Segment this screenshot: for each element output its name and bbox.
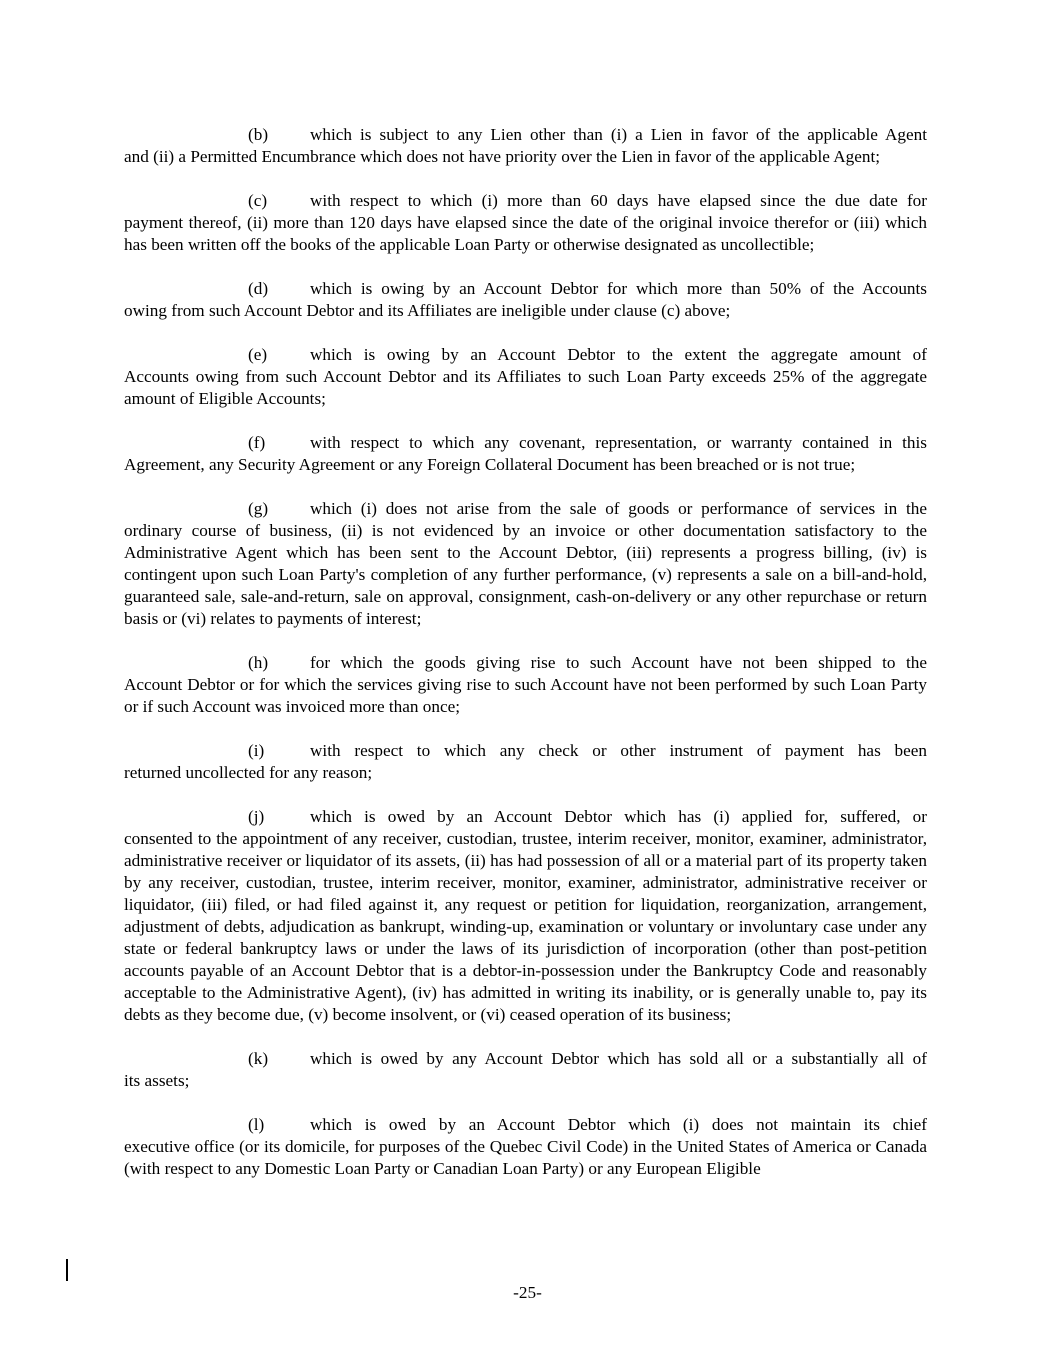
clause-h <box>124 652 927 718</box>
clause-continuation: ordinary course of business, (ii) is not evidenced by an invoice or other documentation satisfactory to the Administrative Agent which has been sent to the Account Debtor, (iii) represents a progress billing, (iv) is contingent upon such Loan Party's completion of any further performance, (v) represents a sale on a bill-and-hold, guaranteed sale, sale-and-return, sale on approval, consignment, cash-on-delivery or any other repurchase or return basis or (vi) relates to payments of interest; <box>124 521 927 628</box>
clause-first-text: which is owing by an Account Debtor to the extent the aggregate amount of <box>310 345 927 364</box>
clause-continuation: payment thereof, (ii) more than 120 days have elapsed since the date of the original invoice therefor or (iii) which has been written off the books of the applicable Loan Party or otherwise designated as uncollectible; <box>124 213 927 254</box>
clause-j <box>124 806 927 1026</box>
clause-label: (d) <box>248 279 269 298</box>
clause-first-text: which is subject to any Lien other than (i) a Lien in favor of the applicable Agent <box>310 125 927 144</box>
clause-first-line <box>124 652 927 674</box>
clause-continuation: Agreement, any Security Agreement or any Foreign Collateral Document has been breached or is not true; <box>124 455 856 474</box>
clause-first-line <box>124 190 927 212</box>
clause-label: (f) <box>248 433 266 452</box>
clause-continuation: executive office (or its domicile, for purposes of the Quebec Civil Code) in the United States of America or Canada (with respect to any Domestic Loan Party or Canadian Loan Party) or any European Eligible <box>124 1137 927 1178</box>
clause-continuation: consented to the appointment of any receiver, custodian, trustee, interim receiver, monitor, examiner, administrator, administrative receiver or liquidator of its assets, (ii) has had possession of all or a material part of its property taken by any receiver, custodian, trustee, interim receiver, monitor, examiner, administrator, administrative receiver or liquidator, (iii) filed, or had filed against it, any request or petition for liquidation, reorganization, arrangement, adjustment of debts, adjudication as bankrupt, winding-up, examination or voluntary or involuntary case under any state or federal bankruptcy laws or under the laws of its jurisdiction of incorporation (other than post-petition accounts payable of an Account Debtor that is a debtor-in-possession under the Bankruptcy Code and reasonably acceptable to the Administrative Agent), (iv) has admitted in writing its inability, or is generally unable to, pay its debts as they become due, (v) become insolvent, or (vi) ceased operation of its business; <box>124 829 927 1024</box>
clause-label: (g) <box>248 499 269 518</box>
clause-first-text: which is owed by an Account Debtor which (i) does not maintain its chief <box>310 1115 927 1134</box>
clause-label: (i) <box>248 741 265 760</box>
clause-first-line <box>124 1114 927 1136</box>
clause-continuation: Account Debtor or for which the services giving rise to such Account have not been performed by such Loan Party or if such Account was invoiced more than once; <box>124 675 927 716</box>
document-page <box>124 124 927 1202</box>
clause-first-text: with respect to which (i) more than 60 days have elapsed since the due date for <box>310 191 927 210</box>
clause-first-text: which (i) does not arise from the sale of goods or performance of services in the <box>310 499 927 518</box>
clause-first-line <box>124 278 927 300</box>
clause-label: (l) <box>248 1115 265 1134</box>
clause-first-text: which is owed by an Account Debtor which has (i) applied for, suffered, or <box>310 807 927 826</box>
clause-c <box>124 190 927 256</box>
clause-first-line <box>124 344 927 366</box>
clause-first-text: which is owing by an Account Debtor for which more than 50% of the Accounts <box>310 279 927 298</box>
clause-first-text: which is owed by any Account Debtor which has sold all or a substantially all of <box>310 1049 927 1068</box>
clause-first-line <box>124 432 927 454</box>
clause-i <box>124 740 927 784</box>
clause-continuation: and (ii) a Permitted Encumbrance which does not have priority over the Lien in favor of the applicable Agent; <box>124 147 880 166</box>
clause-e <box>124 344 927 410</box>
clause-continuation: Accounts owing from such Account Debtor and its Affiliates to such Loan Party exceeds 25% of the aggregate amount of Eligible Accounts; <box>124 367 927 408</box>
clause-l <box>124 1114 927 1180</box>
clause-continuation: returned uncollected for any reason; <box>124 763 373 782</box>
clause-label: (e) <box>248 345 268 364</box>
clause-continuation: its assets; <box>124 1071 190 1090</box>
clause-k <box>124 1048 927 1092</box>
clause-continuation: owing from such Account Debtor and its Affiliates are ineligible under clause (c) above; <box>124 301 731 320</box>
clause-b <box>124 124 927 168</box>
clause-first-text: with respect to which any check or other instrument of payment has been <box>310 741 927 760</box>
clause-first-text: for which the goods giving rise to such Account have not been shipped to the <box>310 653 927 672</box>
clause-label: (c) <box>248 191 268 210</box>
clause-label: (b) <box>248 125 269 144</box>
clause-label: (k) <box>248 1049 269 1068</box>
clause-first-line <box>124 740 927 762</box>
clause-label: (j) <box>248 807 265 826</box>
clause-first-line <box>124 806 927 828</box>
clause-first-line <box>124 1048 927 1070</box>
clause-f <box>124 432 927 476</box>
clause-first-text: with respect to which any covenant, representation, or warranty contained in this <box>310 433 927 452</box>
revision-change-bar <box>66 1259 68 1281</box>
clause-g <box>124 498 927 630</box>
clause-label: (h) <box>248 653 269 672</box>
page-number: -25- <box>513 1283 542 1302</box>
clause-first-line <box>124 124 927 146</box>
clause-first-line <box>124 498 927 520</box>
clause-d <box>124 278 927 322</box>
